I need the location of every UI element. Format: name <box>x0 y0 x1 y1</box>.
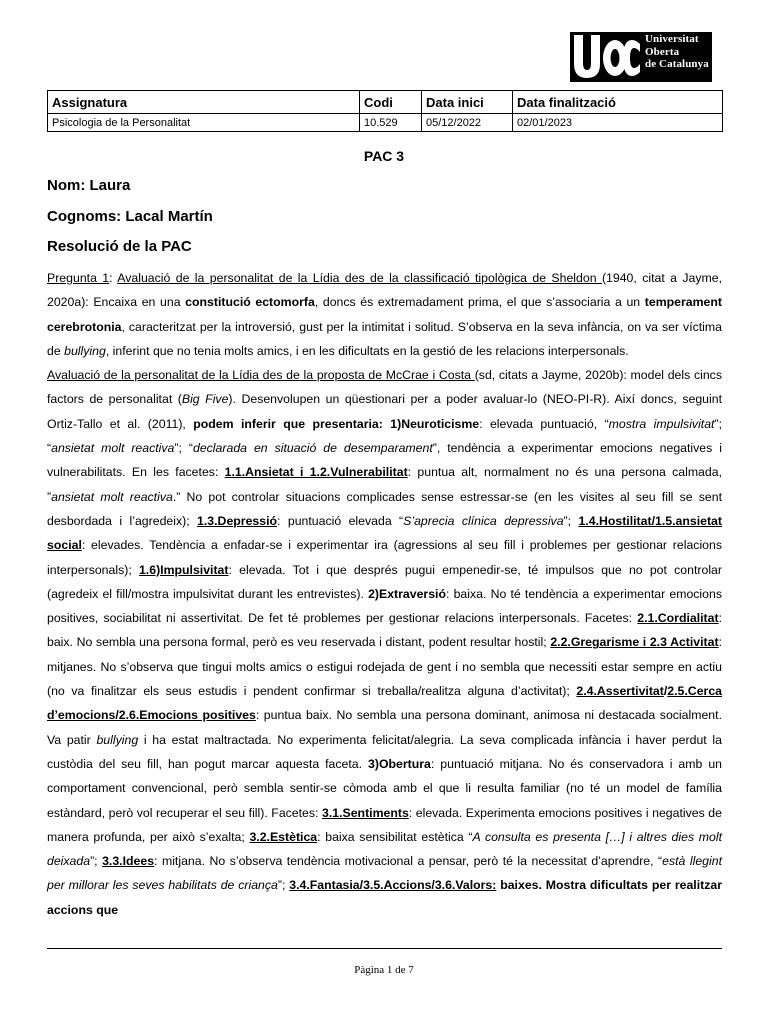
text-run: : puntua baix. No sembla una persona dominant, animosa ni destacada socialment. Va patir <box>47 708 722 747</box>
facet-label: 3.3.Idees <box>102 854 155 869</box>
header-assignatura: Assignatura <box>48 91 360 114</box>
text-run-bold: / <box>663 684 668 699</box>
text-run: : elevada. Experimenta emocions positives i negatives de manera profunda, per això s’exalta; <box>47 805 722 844</box>
paragraph-mccrae-costa <box>47 363 722 922</box>
facet-label: 2.5.Cerca d’emocions/2.6.Emocions positives <box>47 684 722 723</box>
text-run: : baixa. No té tendència a experimentar emocions positives, sociabilitat ni assertivitat. De fet té problemes per gestionar relacions interpersonals. Facetes: <box>47 586 722 626</box>
text-run: : mitjana. No s’observa tendència motivacional a pensar, però té la necessitat d’aprendre, “ <box>154 854 663 869</box>
text-run: : puntua alt, normalment no és una persona calmada, ” <box>47 465 722 504</box>
student-surname: Cognoms: Lacal Martín <box>47 208 213 225</box>
text-run: ). Desenvolupen un qüestionari per a poder avaluar-lo (NEO-PI-R). Així doncs, seguint Ortiz-Tallo et al. (2011), <box>47 392 723 431</box>
facet-label: 1.4.Hostilitat/1.5.ansietat social <box>47 513 722 553</box>
text-run-italic: S’aprecia clínica depressiva <box>403 513 564 528</box>
text-run: : baixa sensibilitat estètica “ <box>317 829 473 844</box>
facet-label: 2.1.Cordialitat <box>637 611 719 626</box>
sheldon-heading: Avaluació de la personalitat de la Lídia des de la classificació tipològica de Sheldon <box>117 271 602 285</box>
text-run: i ha estat maltractada. No experimenta felicitat/alegria. La seva complicada infància i haver perdut la custòdia del seu fill, han pogut marcar aquesta faceta. <box>47 732 722 771</box>
document-title: PAC 3 <box>363 148 405 164</box>
uoc-logo <box>570 32 712 82</box>
text-run: , inferint que no tenia molts amics, i en les dificultats en la gestió de les relacions interpersonals. <box>105 343 629 358</box>
text-run: : elevada. Tot i que després pugui empenedir-se, té impulsos que no pot controlar (agredeix el fill/mostra impulsivitat durant les entrevistes). <box>47 562 722 601</box>
text-run-italic: A consulta es presenta […] i altres dies molt deixada <box>47 829 722 869</box>
table-header-row <box>48 91 723 114</box>
uoc-logo-line: Oberta <box>645 45 680 58</box>
student-name: Nom: Laura <box>47 177 131 194</box>
header-data-finalitzacio: Data finalització <box>513 91 723 114</box>
paragraph-sheldon <box>47 266 722 363</box>
table-row <box>48 114 723 132</box>
text-run-bold: baixes. Mostra dificultats per realitzar accions que <box>47 878 722 917</box>
text-run-italic: bullying <box>64 343 106 358</box>
text-run: : elevades. Tendència a enfadar-se i experimentar ira (agressions al seu fill i problemes per gestionar relacions interpersonals); <box>47 538 722 577</box>
text-run: ”, tendència a experimentar emocions negatives i vulnerabilitats. En les facetes: <box>47 441 722 480</box>
text-run: (sd, citats a Jayme, 2020b): model dels cincs factors de personalitat ( <box>47 368 722 407</box>
facet-label: 2.4.Assertivitat <box>576 684 664 699</box>
text-run-italic: està llegint per millorar les seves habilitats de criança <box>47 854 722 893</box>
header-codi: Codi <box>360 91 422 114</box>
cell-data-finalitzacio: 02/01/2023 <box>513 114 723 132</box>
text-run: : mitjanes. No s’observa que tingui molts amics o estigui rodejada de gent i no sembla que necessiti estar sempre en actiu (no va finalitzar els seus estudis i pendent confirmar si treballa/realitza alguna d’activitat); <box>47 635 723 699</box>
text-run: ”; “ <box>47 416 722 456</box>
text-run: , doncs és extremadament prima, el que s’associaria a un <box>314 295 645 310</box>
factor-label: 2)Extraversió <box>368 586 446 601</box>
text-run: : elevada puntuació, “ <box>479 416 609 431</box>
text-run-italic: Big Five <box>181 392 229 407</box>
cell-assignatura: Psicologia de la Personalitat <box>48 114 360 132</box>
mccrae-heading: Avaluació de la personalitat de la Lídia des de la proposta de McCrae i Costa <box>47 368 475 383</box>
facet-label: 3.4.Fantasia/3.5.Accions/3.6.Valors: <box>289 878 497 893</box>
text-run: ”; “ <box>174 441 193 456</box>
text-run-italic: ansietat molt reactiva <box>51 441 175 456</box>
text-run-italic: bullying <box>96 732 139 747</box>
text-run-bold: constitució ectomorfa <box>185 295 315 310</box>
factor-label: 3)Obertura <box>368 756 431 771</box>
text-run: , caracteritzat per la introversió, gust per la intimitat i solitud. S’observa en la seva infància, on va ser víctima de <box>47 319 722 358</box>
footer-divider <box>47 948 722 949</box>
text-run: (1940, citat a Jayme, 2020a): Encaixa en una <box>47 271 722 310</box>
facet-label: 3.1.Sentiments <box>322 805 409 820</box>
uoc-logo-line: Universitat <box>645 33 699 45</box>
text-run-italic: mostra impulsivitat <box>608 416 715 431</box>
text-run: ”; <box>563 513 579 528</box>
facet-label: 1.6)Impulsivitat <box>138 562 229 577</box>
uoc-logo-text <box>645 33 709 71</box>
uoc-logo-line: de Catalunya <box>645 58 709 70</box>
cell-data-inici: 05/12/2022 <box>422 114 513 132</box>
facet-label: 2.2.Gregarisme i 2.3 Activitat <box>550 635 719 650</box>
text-run: ”; <box>277 878 290 893</box>
text-run: .” No pot controlar situacions complicades sense estressar-se (en les visites al seu fill se sent desbordada i l’agredeix); <box>47 489 722 528</box>
cell-codi: 10.529 <box>360 114 422 132</box>
text-run-bold: temperament cerebrotonia <box>47 295 722 334</box>
uoc-logo-mark <box>570 32 642 82</box>
facet-label: 3.2.Estètica <box>249 829 318 844</box>
facet-label: 1.1.Ansietat i 1.2.Vulnerabilitat <box>224 465 408 480</box>
text-run-bold: podem inferir que presentaria: 1)Neuroticisme <box>193 416 480 431</box>
course-info-table <box>47 90 723 132</box>
header-data-inici: Data inici <box>422 91 513 114</box>
text-run-italic: ansietat molt reactiva <box>51 489 173 504</box>
document-body <box>47 266 722 922</box>
page-number: Pàgina 1 de 7 <box>354 964 414 976</box>
question-label: Pregunta 1 <box>47 271 110 285</box>
section-heading: Resolució de la PAC <box>47 238 192 255</box>
text-run: : <box>109 271 118 285</box>
text-run-italic: declarada en situació de desemparament <box>192 441 433 456</box>
facet-label: 1.3.Depressió <box>197 513 278 528</box>
text-run: : puntuació elevada “ <box>277 513 404 528</box>
text-run: ”; <box>90 854 103 869</box>
text-run: : baix. No sembla una persona formal, però es veu reservada i distant, podent resultar hostil; <box>47 611 722 650</box>
text-run: : puntuació mitjana. No és conservadora i amb un comportament convencional, però sembla sentir-se còmoda amb el que li resulta familiar (no té un model de família estàndard, però vol recuperar el seu fill). Facetes: <box>47 756 722 820</box>
